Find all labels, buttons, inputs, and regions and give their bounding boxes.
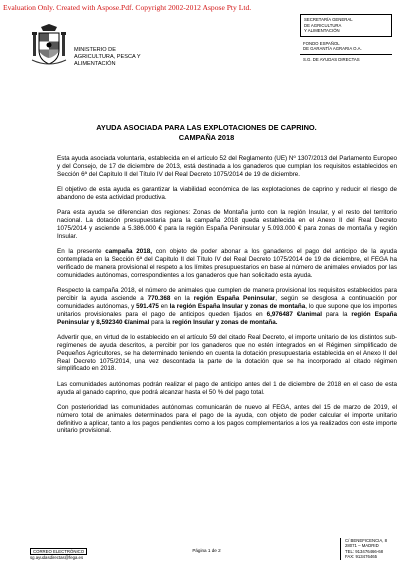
address-line: FAX: 913476465 (345, 554, 378, 560)
emphasized-text: región España Peninsular (193, 294, 276, 302)
paragraph-text: Para esta ayuda se diferencian dos regiones: Zonas de Montaña junto con la región Insular, y el resto del territorio nacional. La dotación presupuestaria para la campaña 2018 queda establecida en el Anexo II del Real Decreto 1075/2014 y asciende a 5.386.000 € para la región España Peninsular y 5.093.000 € para zonas de montaña y región Insular. (57, 209, 397, 240)
paragraph-text: Respecto la campaña 2018, el número de animales que cumplen de manera provisional los requisitos establecidos para percibir la ayuda asciende a (57, 286, 397, 302)
paragraph-text: Con posterioridad las comunidades autónomas comunicarán de nuevo al FEGA, antes del 15 de marzo de 2019, el número total de animales determinados para el pago de la ayuda, con objeto de poder calcular el importe unitario definitivo a aplicar, tanto a los pagos pendientes como a los pagos complementarios a los ya realizados con este importe unitario provisional. (57, 403, 397, 435)
emphasized-text: región Insular y zonas de montaña. (172, 318, 278, 326)
body-paragraph (57, 155, 397, 179)
emphasized-text: la región España Insular y zonas de montaña (169, 302, 306, 310)
evaluation-watermark: Evaluation Only. Created with Aspose.Pdf. Copyright 2002-2012 Aspose Pty Ltd. (3, 3, 252, 12)
body-paragraph (57, 287, 397, 327)
paragraph-text: , lo que supone que los importes unitarios provisionales para el pago de anticipos queden fijados en (57, 302, 397, 318)
page-number: Página 1 de 2 (192, 548, 221, 553)
title-line: CAMPAÑA 2018 (178, 132, 235, 142)
fondo-line: FONDO ESPAÑOL (303, 40, 340, 46)
address-line: TEL: 913476466-68 (345, 548, 383, 554)
secretaria-line: SECRETARÍA GENERAL (304, 17, 353, 22)
paragraph-text: Las comunidades autónomas podrán realizar el pago de anticipo antes del 1 de diciembre de 2018 en el caso de esta ayuda al ganado caprino, que podrá alcanzar hasta el 50 % del pago total. (57, 380, 397, 396)
ministry-line: ALIMENTACIÓN (74, 61, 116, 68)
ministry-line: MINISTERIO DE (74, 47, 116, 53)
address-line: C/ BENEFICENCIA, 8 (345, 538, 388, 543)
coat-of-arms-icon (30, 24, 68, 68)
email-label: CORREO ELECTRÓNICO (30, 548, 87, 555)
paragraph-text: En la presente (57, 248, 106, 256)
ministry-line: AGRICULTURA, PESCA Y (74, 54, 141, 61)
paragraph-text: Advertir que, en virtud de lo establecido en el artículo 59 del citado Real Decreto, el importe unitario de los distintos sub-regímenes de ayuda descritos, a percibir por los ganaderos que no estén integrados en el Régimen simplificado de Pequeños Agricultores, se ha determinado teniendo en cuenta la dotación presupuestaria establecida en el Anexo II del Real Decreto 1075/2014, una vez descontada la parte de la dotación que se ha incorporado al citado régimen simplificado en 2018. (57, 333, 397, 373)
body-paragraph (57, 186, 397, 202)
paragraph-text: en (158, 302, 170, 310)
body-paragraph (57, 248, 397, 280)
emphasized-text: 6,976487 €/animal (266, 310, 323, 318)
body-paragraph (57, 209, 397, 241)
document-body (57, 155, 397, 443)
subdireccion-label: S.G. DE AYUDAS DIRECTAS (300, 54, 392, 63)
email-link[interactable]: sg.ayudasdirectas@fega.es (30, 555, 84, 561)
secretaria-line: DE AGRICULTURA (304, 22, 342, 28)
fondo-label (300, 41, 392, 52)
paragraph-text: Esta ayuda asociada voluntaria, establecida en el artículo 52 del Reglamento (UE) Nº 1307/2013 del Parlamento Europeo y del Consejo, de 17 de diciembre de 2013, está destinada a los ganaderos que cumplan los requisitos establecidos en Sección 6ª del Capítulo II del Título IV del Real Decreto 1075/2014 de 19 de diciembre. (57, 155, 397, 178)
paragraph-text: en la (170, 294, 194, 302)
paragraph-text: , según se desglosa a continuación por comunidades autónomas, y (57, 294, 397, 310)
department-header (300, 14, 392, 63)
paragraph-text: para la (322, 310, 352, 318)
footer-address (340, 538, 405, 560)
paragraph-text: con objeto de poder abonar a los ganaderos el pago del anticipo de la ayuda contemplada en la Sección 6ª del Capítulo II del Título IV del Real Decreto 1075/2014 de 19 de diciembre, el FEGA ha verificado de manera provisional el respeto a los límites presupuestarios en base al número de animales enviados por las comunidades autónomas, correspondientes a los ganaderos que han solicitado esta ayuda. (57, 248, 398, 279)
fondo-line: DE GARANTÍA AGRARIA O.A. (303, 46, 362, 52)
document-title (0, 123, 413, 142)
paragraph-text: para la (149, 318, 173, 326)
secretaria-line: Y ALIMENTACIÓN (304, 28, 340, 34)
emphasized-text: región España Peninsular y 8,592340 €/animal (57, 310, 397, 326)
paragraph-text: El objetivo de esta ayuda es garantizar la viabilidad económica de las explotaciones de caprino y reducir el riesgo de abandono de esta actividad productiva. (57, 186, 397, 201)
secretaria-box (300, 14, 392, 37)
address-line: 28071 – MADRID (345, 543, 379, 549)
emphasized-text: campaña 2018, (105, 248, 152, 256)
body-paragraph (57, 381, 397, 397)
body-paragraph (57, 404, 397, 436)
ministry-name (74, 47, 141, 69)
title-line: AYUDA ASOCIADA PARA LAS EXPLOTACIONES DE CAPRINO. (96, 123, 317, 132)
emphasized-text: 770.368 (147, 294, 171, 302)
emphasized-text: 591.475 (136, 302, 159, 310)
body-paragraph (57, 334, 397, 374)
